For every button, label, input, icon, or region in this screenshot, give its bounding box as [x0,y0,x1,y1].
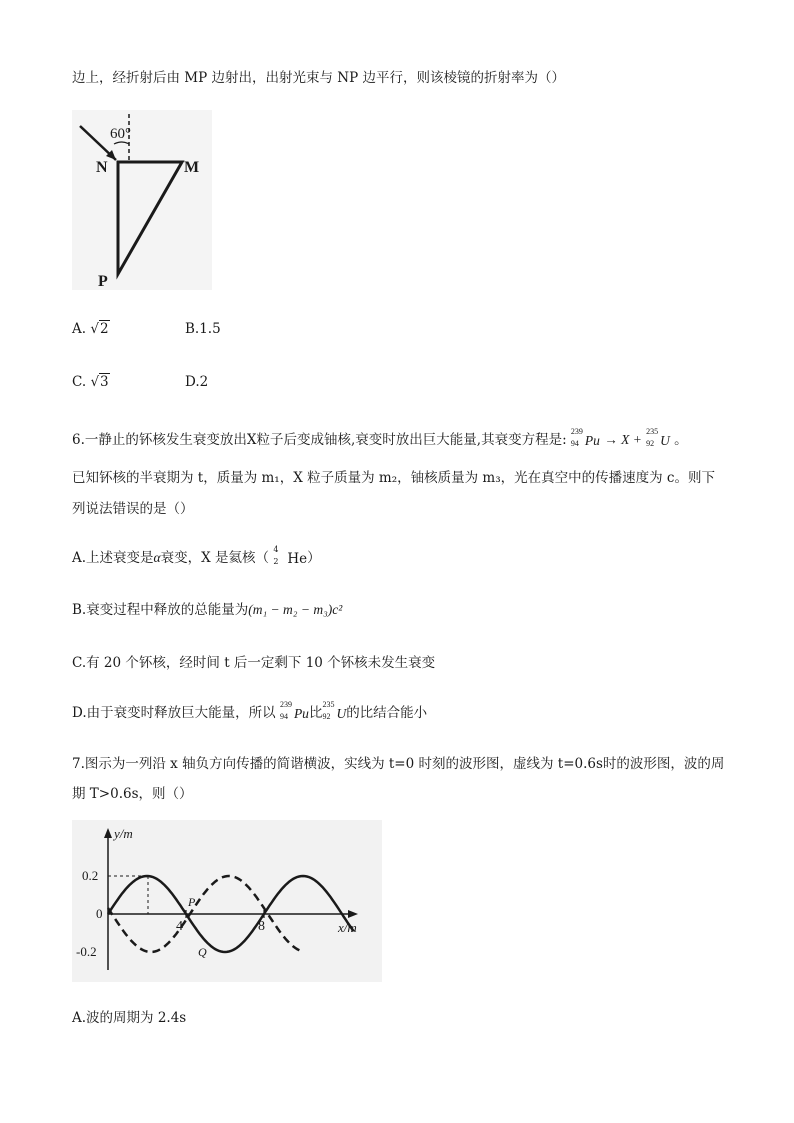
q6-d-mid: 比 [308,705,323,721]
vertex-n-label: N [96,159,108,176]
u-z: 92 [646,438,655,448]
point-p-label: P [188,895,196,909]
tick-label-0: 0 [96,906,103,921]
tick-label-0-2: 0.2 [82,868,99,883]
decay-arrow: → X + [604,432,642,447]
u-nuclide-d [322,699,347,722]
q6-a-pre: A.上述衰变是 [72,550,154,566]
option-a-prefix: A. [72,321,87,337]
u-z-d: 92 [322,711,331,721]
y-axis-label: y/m [114,826,133,841]
tick-label-8: 8 [258,919,265,934]
q6-line-2: 已知钚核的半衰期为 t，质量为 m₁，X 粒子质量为 m₂，铀核质量为 m₃，光在真空中的传播速度为 c。则下 [72,470,715,486]
alpha-symbol: α [153,550,161,565]
wave-figure [72,820,382,982]
u-symbol: U [660,432,670,448]
angle-label: 60° [110,126,131,142]
q6-option-b[interactable] [72,598,342,618]
q6-option-d[interactable] [72,701,427,722]
radicand-2: 2 [99,321,109,337]
u-nuclide [646,426,670,449]
energy-expression: (m₁ − m₂ − m₃)c² [248,602,343,617]
option-c-prefix: C. [72,374,87,390]
q5-option-a[interactable] [72,321,110,337]
u-mass-d: 235 [322,699,335,709]
tick-label-neg-0-2: -0.2 [76,944,97,959]
he-nuclide [273,544,308,567]
sqrt-3: √3 [90,374,109,390]
q7-line-2: 期 T>0.6s，则（） [72,786,193,802]
vertex-m-label: M [184,159,200,176]
q6-option-a[interactable] [72,546,321,567]
pu-z-d: 94 [279,711,288,721]
he-mass: 4 [273,544,279,554]
q6-line-1 [72,428,688,449]
radicand-3: 3 [100,374,109,390]
he-z: 2 [273,556,279,566]
tick-label-4: 4 [176,919,183,934]
pu-nuclide [570,426,600,449]
q7-line-1: 7.图示为一列沿 x 轴负方向传播的简谐横波，实线为 t=0 时刻的波形图，虚线为 t=0.6s时的波形图，波的周 [72,756,725,772]
pu-symbol-d: Pu [293,705,309,721]
q5-option-c[interactable] [72,374,110,390]
he-symbol: He [287,550,308,567]
q6-line-1-text: 6.一静止的钚核发生衰变放出X粒子后变成铀核,衰变时放出巨大能量,其衰变方程是: [72,432,567,448]
q6-line-3: 列说法错误的是（） [72,501,194,517]
q5-option-d[interactable]: D.2 [185,374,209,390]
pu-mass: 239 [570,426,583,436]
pu-nuclide-d [279,699,309,722]
u-symbol-d: U [336,705,347,721]
q6-d-end: 的比结合能小 [346,705,428,721]
q6-a-mid: 衰变，X 是氦核（ [160,550,270,566]
q6-a-end: ） [307,550,321,566]
q5-option-b[interactable]: B.1.5 [185,321,221,337]
prism-figure [72,110,212,290]
sqrt-2: √2 [90,321,109,337]
u-mass: 235 [646,426,659,436]
q6-b-pre: B.衰变过程中释放的总能量为 [72,602,249,618]
q5-stem-tail: 边上，经折射后由 MP 边射出，出射光束与 NP 边平行，则该棱镜的折射率为（） [72,70,565,86]
point-q-label: Q [198,945,207,959]
pu-z: 94 [570,438,579,448]
vertex-p-label: P [98,273,108,290]
eq-end: 。 [674,432,688,448]
q6-option-c[interactable]: C.有 20 个钚核，经时间 t 后一定剩下 10 个钚核未发生衰变 [72,655,436,671]
pu-mass-d: 239 [279,699,292,709]
q7-option-a[interactable]: A.波的周期为 2.4s [72,1010,187,1026]
pu-symbol: Pu [584,432,600,448]
q6-d-pre: D.由于衰变时释放巨大能量，所以 [72,705,276,721]
figure-background [72,820,382,982]
x-axis-label: x/m [338,920,357,935]
